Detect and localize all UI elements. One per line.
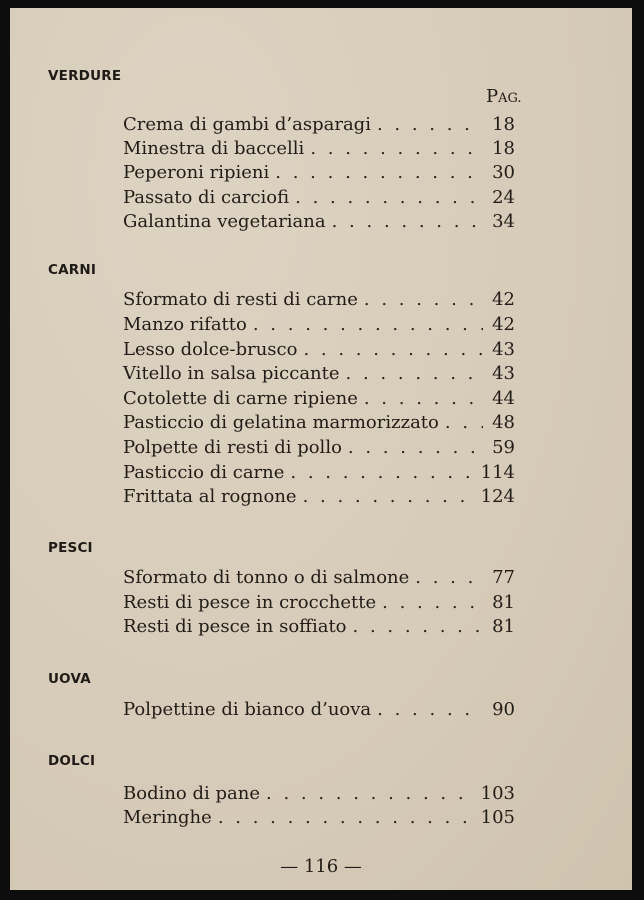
dot-leader xyxy=(377,114,483,135)
toc-entry xyxy=(123,412,515,437)
entry-page: 43 xyxy=(492,363,515,384)
dot-leader xyxy=(218,807,477,828)
toc-entry xyxy=(123,187,515,212)
toc-entry xyxy=(123,162,515,187)
dot-leader xyxy=(290,462,476,483)
dot-leader xyxy=(253,314,483,335)
entry-title: Frittata al rognone xyxy=(123,486,297,507)
dot-leader xyxy=(346,363,483,384)
entry-page: 42 xyxy=(492,314,515,335)
entry-page: 124 xyxy=(480,486,515,507)
dot-leader xyxy=(348,437,483,458)
pag-column-label xyxy=(486,86,522,107)
book-page xyxy=(10,8,632,890)
entry-page: 90 xyxy=(492,699,515,720)
toc-entry xyxy=(123,138,515,163)
entry-title: Minestra di baccelli xyxy=(123,138,305,159)
dot-leader xyxy=(266,783,477,804)
entry-title: Cotolette di carne ripiene xyxy=(123,388,358,409)
section-heading-dolci: DOLCI xyxy=(48,753,96,769)
toc-entry xyxy=(123,783,515,808)
section-heading-carni: CARNI xyxy=(48,262,97,278)
toc-entry xyxy=(123,388,515,413)
dot-leader xyxy=(445,412,483,433)
entry-title: Sformato di resti di carne xyxy=(123,289,358,310)
toc-entry xyxy=(123,567,515,592)
dot-leader xyxy=(275,162,483,183)
dot-leader xyxy=(310,138,483,159)
dot-leader xyxy=(364,289,483,310)
entry-page: 48 xyxy=(492,412,515,433)
entry-title: Resti di pesce in soffiato xyxy=(123,616,347,637)
entry-page: 81 xyxy=(492,592,515,613)
toc-entry xyxy=(123,314,515,339)
pag-label-initial: P xyxy=(486,86,499,107)
entry-page: 42 xyxy=(492,289,515,310)
entry-title: Bodino di pane xyxy=(123,783,260,804)
toc-entry xyxy=(123,211,515,236)
toc-entry xyxy=(123,592,515,617)
entry-page: 59 xyxy=(492,437,515,458)
dot-leader xyxy=(353,616,483,637)
entry-page: 34 xyxy=(492,211,515,232)
entry-page: 81 xyxy=(492,616,515,637)
toc-entry xyxy=(123,616,515,641)
entry-page: 114 xyxy=(480,462,515,483)
entry-page: 30 xyxy=(492,162,515,183)
dot-leader xyxy=(364,388,483,409)
dot-leader xyxy=(415,567,483,588)
section-heading-uova: UOVA xyxy=(48,671,91,687)
entry-title: Peperoni ripieni xyxy=(123,162,270,183)
toc-entry xyxy=(123,807,515,832)
toc-entry xyxy=(123,363,515,388)
toc-entry xyxy=(123,289,515,314)
entry-title: Galantina vegetariana xyxy=(123,211,326,232)
pag-label-rest: AG. xyxy=(498,91,522,106)
entry-title: Lesso dolce-brusco xyxy=(123,339,298,360)
entry-page: 43 xyxy=(492,339,515,360)
entry-title: Passato di carciofi xyxy=(123,187,290,208)
entry-title: Vitello in salsa piccante xyxy=(123,363,340,384)
entry-page: 105 xyxy=(480,807,515,828)
page-number: — 116 — xyxy=(280,856,362,877)
entry-title: Meringhe xyxy=(123,807,212,828)
toc-entry xyxy=(123,486,515,511)
dot-leader xyxy=(303,486,477,507)
dot-leader xyxy=(377,699,483,720)
entry-title: Resti di pesce in crocchette xyxy=(123,592,377,613)
entry-page: 77 xyxy=(492,567,515,588)
entry-title: Pasticcio di gelatina marmorizzato xyxy=(123,412,439,433)
toc-entry xyxy=(123,437,515,462)
entry-page: 24 xyxy=(492,187,515,208)
entry-title: Manzo rifatto xyxy=(123,314,247,335)
entry-title: Polpettine di bianco d’uova xyxy=(123,699,372,720)
entry-title: Pasticcio di carne xyxy=(123,462,285,483)
entry-page: 18 xyxy=(492,138,515,159)
dot-leader xyxy=(295,187,483,208)
toc-entry xyxy=(123,462,515,487)
entry-title: Polpette di resti di pollo xyxy=(123,437,342,458)
toc-entry xyxy=(123,339,515,364)
entry-page: 44 xyxy=(492,388,515,409)
dot-leader xyxy=(382,592,483,613)
entry-title: Crema di gambi d’asparagi xyxy=(123,114,371,135)
section-heading-verdure: VERDURE xyxy=(48,68,122,84)
entry-title: Sformato di tonno o di salmone xyxy=(123,567,410,588)
dot-leader xyxy=(303,339,483,360)
dot-leader xyxy=(332,211,483,232)
entry-page: 103 xyxy=(480,783,515,804)
toc-entry xyxy=(123,114,515,139)
toc-entry xyxy=(123,699,515,724)
section-heading-pesci: PESCI xyxy=(48,540,93,556)
entry-page: 18 xyxy=(492,114,515,135)
